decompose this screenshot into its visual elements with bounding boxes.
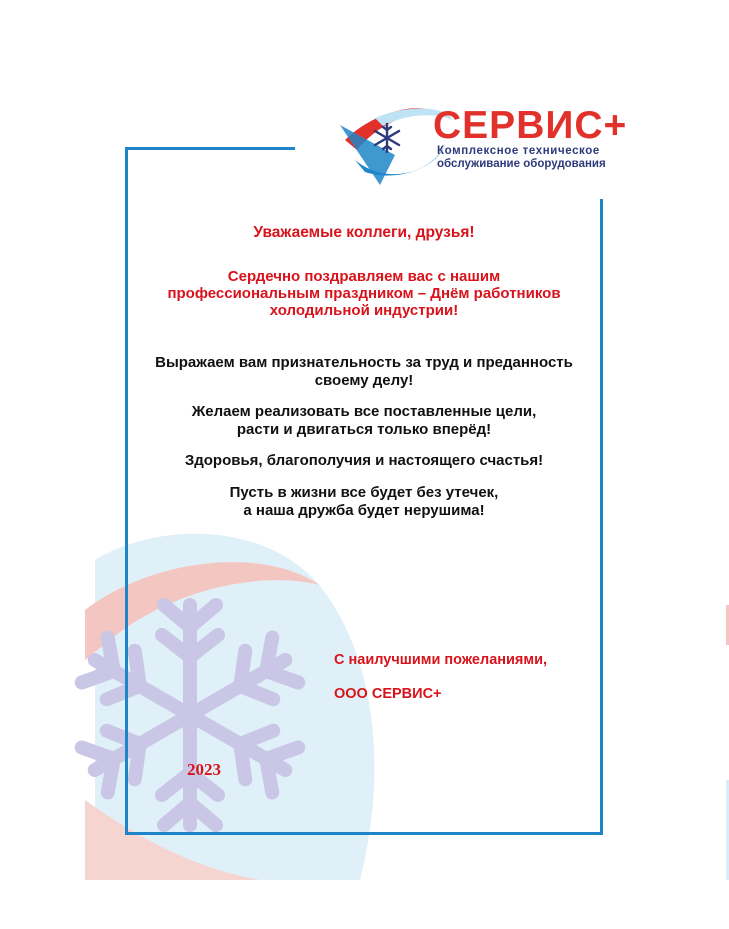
paragraph-gratitude xyxy=(128,354,600,389)
paragraph-health xyxy=(128,452,600,470)
paragraph-line: Пусть в жизни все будет без утечек, xyxy=(229,484,499,501)
brand-subtitle xyxy=(437,145,627,171)
paragraph-line: Выражаем вам признательность за труд и преданность xyxy=(155,354,573,371)
company-name: ООО СЕРВИС+ xyxy=(334,686,442,702)
paragraph-line: расти и двигаться только вперёд! xyxy=(236,420,492,438)
paragraph-line: Здоровья, благополучия и настоящего счастья! xyxy=(184,452,544,469)
frame-bottom-line xyxy=(125,832,603,835)
brand-subtitle-line2: обслуживание оборудования xyxy=(437,158,606,170)
congrats-line: Сердечно поздравляем вас с нашим xyxy=(227,268,501,285)
frame-top-line xyxy=(125,147,295,150)
paragraph-line: Желаем реализовать все поставленные цели, xyxy=(191,403,537,420)
greeting-heading: Уважаемые коллеги, друзья! xyxy=(253,224,475,241)
paragraph-line: а наша дружба будет нерушима! xyxy=(243,501,485,519)
frame-right-line xyxy=(600,199,603,835)
paragraph-friendship xyxy=(128,484,600,519)
paragraph-line: своему делу! xyxy=(314,371,414,389)
paragraph-wishes xyxy=(128,403,600,438)
brand-subtitle-line1: Комплексное техническое xyxy=(437,145,600,157)
year-label: 2023 xyxy=(187,760,221,779)
signoff-text: С наилучшими пожеланиями, xyxy=(334,652,548,668)
congrats-line: холодильной индустрии! xyxy=(269,302,459,319)
congrats-paragraph xyxy=(128,268,600,319)
congrats-line: профессиональным праздником – Днём работников xyxy=(167,285,561,302)
brand-name: СЕРВИС+ xyxy=(433,104,628,147)
